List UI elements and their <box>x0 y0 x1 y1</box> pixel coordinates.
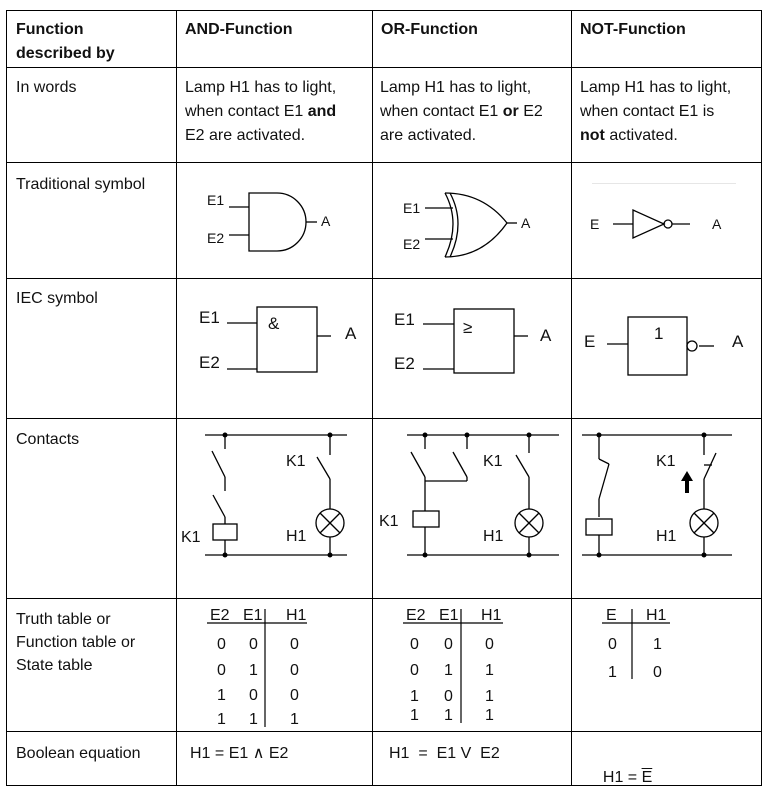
trad-not-e-label: E <box>590 216 600 232</box>
header-function-described-by <box>16 18 115 66</box>
iec-or-sign: ≥ <box>463 318 473 337</box>
equation-not-lhs: H1 = <box>602 769 642 786</box>
equation-and: H1 = E1 ∧ E2 <box>190 745 289 762</box>
and-r3-e1: 1 <box>249 711 258 728</box>
or-hdr-e1: E1 <box>439 607 459 624</box>
and-hdr-e1: E1 <box>243 607 263 624</box>
or-hdr-h1: H1 <box>481 607 502 624</box>
words-or-keyword: or <box>502 103 519 120</box>
not-hdr-h1: H1 <box>646 607 667 624</box>
trad-and-e2-label: E2 <box>207 230 225 246</box>
and-r0-e1: 0 <box>249 636 258 653</box>
or-r1-h1: 1 <box>485 662 494 679</box>
equation-not <box>594 742 652 790</box>
equation-or: H1 = E1 V E2 <box>389 745 500 762</box>
iec-and-sign: & <box>268 314 280 333</box>
and-hdr-e2: E2 <box>210 607 230 624</box>
truth-label-line1: Truth table or <box>16 611 111 628</box>
not-k1-label: K1 <box>656 453 676 470</box>
or-r2-e2: 1 <box>410 688 419 705</box>
header-col0-line1: Function <box>16 21 84 38</box>
header-col0-line2: described by <box>16 45 115 62</box>
and-k1-label: K1 <box>181 529 201 546</box>
words-or-line2-end: E2 <box>518 103 543 120</box>
traditional-and-gate-symbol <box>177 163 372 278</box>
truth-table-and <box>177 599 372 731</box>
iec-or-symbol <box>373 279 571 418</box>
not-r0-h1: 1 <box>653 636 662 653</box>
words-not-line3-text: activated. <box>604 127 678 144</box>
iec-or-a-label: A <box>540 326 552 345</box>
words-or-line2-text: when contact E1 <box>380 103 503 120</box>
and-r0-h1: 0 <box>290 636 299 653</box>
trad-or-e1-label: E1 <box>403 200 421 216</box>
words-or-line3: are activated. <box>380 127 477 144</box>
and-r2-h1: 0 <box>290 687 299 704</box>
words-not-line1: Lamp H1 has to light, <box>580 79 732 96</box>
trad-not-a-label: A <box>712 216 722 232</box>
not-r0-e: 0 <box>608 636 617 653</box>
row-label-contacts: Contacts <box>16 431 80 448</box>
traditional-not-gate-symbol <box>572 163 761 278</box>
words-or-line2 <box>380 100 543 124</box>
or-r2-e1: 0 <box>444 688 453 705</box>
and-k1-contact-label: K1 <box>286 453 306 470</box>
or-r1-e1: 1 <box>444 662 453 679</box>
header-and-function: AND-Function <box>185 21 293 38</box>
words-and-line2 <box>185 100 336 124</box>
and-r1-e2: 0 <box>217 662 226 679</box>
words-and-keyword: and <box>307 103 337 120</box>
or-r0-e1: 0 <box>444 636 453 653</box>
and-r2-e2: 1 <box>217 687 226 704</box>
words-and-line1: Lamp H1 has to light, <box>185 79 337 96</box>
iec-and-e2-label: E2 <box>199 353 220 372</box>
equation-not-rhs-negated: $\overline{E}$ <box>641 769 653 786</box>
and-h1-label: H1 <box>286 528 307 545</box>
words-not-line3 <box>580 124 731 148</box>
iec-not-symbol <box>572 279 761 418</box>
and-hdr-h1: H1 <box>286 607 307 624</box>
trad-or-e2-label: E2 <box>403 236 421 252</box>
traditional-or-gate-symbol <box>373 163 571 278</box>
not-hdr-e: E <box>606 607 617 624</box>
header-not-function: NOT-Function <box>580 21 686 38</box>
contacts-or-circuit <box>373 419 571 598</box>
and-r0-e2: 0 <box>217 636 226 653</box>
iec-not-a-label: A <box>732 332 744 351</box>
not-r1-e: 1 <box>608 664 617 681</box>
words-not-keyword: not <box>580 127 605 144</box>
truth-table-or <box>373 599 571 731</box>
iec-or-e1-label: E1 <box>394 310 415 329</box>
trad-and-a-label: A <box>321 213 331 229</box>
trad-or-a-label: A <box>521 215 531 231</box>
truth-table-not <box>572 599 761 731</box>
words-and-line2-text: when contact E1 <box>185 103 308 120</box>
words-not-line2: when contact E1 is <box>580 103 715 120</box>
row-label-in-words: In words <box>16 79 77 96</box>
and-r3-e2: 1 <box>217 711 226 728</box>
trad-and-e1-label: E1 <box>207 192 225 208</box>
or-k1-label: K1 <box>379 513 399 530</box>
or-r3-e1: 1 <box>444 707 453 724</box>
or-r0-e2: 0 <box>410 636 419 653</box>
row-label-boolean-equation: Boolean equation <box>16 745 141 762</box>
truth-label-line3: State table <box>16 657 93 674</box>
iec-and-a-label: A <box>345 324 357 343</box>
or-r3-h1: 1 <box>485 707 494 724</box>
iec-and-e1-label: E1 <box>199 308 220 327</box>
and-r1-e1: 1 <box>249 662 258 679</box>
truth-label-line2: Function table or <box>16 634 136 651</box>
or-hdr-e2: E2 <box>406 607 426 624</box>
iec-or-e2-label: E2 <box>394 354 415 373</box>
words-not <box>580 76 731 148</box>
contacts-not-circuit <box>572 419 761 598</box>
and-r2-e1: 0 <box>249 687 258 704</box>
words-and-line3: E2 are activated. <box>185 127 306 144</box>
row-label-traditional-symbol: Traditional symbol <box>16 176 146 193</box>
or-r3-e2: 1 <box>410 707 419 724</box>
or-r2-h1: 1 <box>485 688 494 705</box>
or-k1-contact-label: K1 <box>483 453 503 470</box>
not-r1-h1: 0 <box>653 664 662 681</box>
or-r0-h1: 0 <box>485 636 494 653</box>
contacts-and-circuit <box>177 419 372 598</box>
row-label-truth-table <box>16 608 135 677</box>
words-or <box>380 76 543 148</box>
and-r1-h1: 0 <box>290 662 299 679</box>
iec-not-sign: 1 <box>654 324 664 343</box>
row-label-iec-symbol: IEC symbol <box>16 290 98 307</box>
iec-not-e-label: E <box>584 332 596 351</box>
words-and <box>185 76 336 148</box>
or-r1-e2: 0 <box>410 662 419 679</box>
words-or-line1: Lamp H1 has to light, <box>380 79 532 96</box>
header-or-function: OR-Function <box>381 21 478 38</box>
or-h1-label: H1 <box>483 528 504 545</box>
up-arrow-icon <box>681 471 693 493</box>
and-r3-h1: 1 <box>290 711 299 728</box>
not-h1-label: H1 <box>656 528 677 545</box>
iec-and-symbol <box>177 279 372 418</box>
